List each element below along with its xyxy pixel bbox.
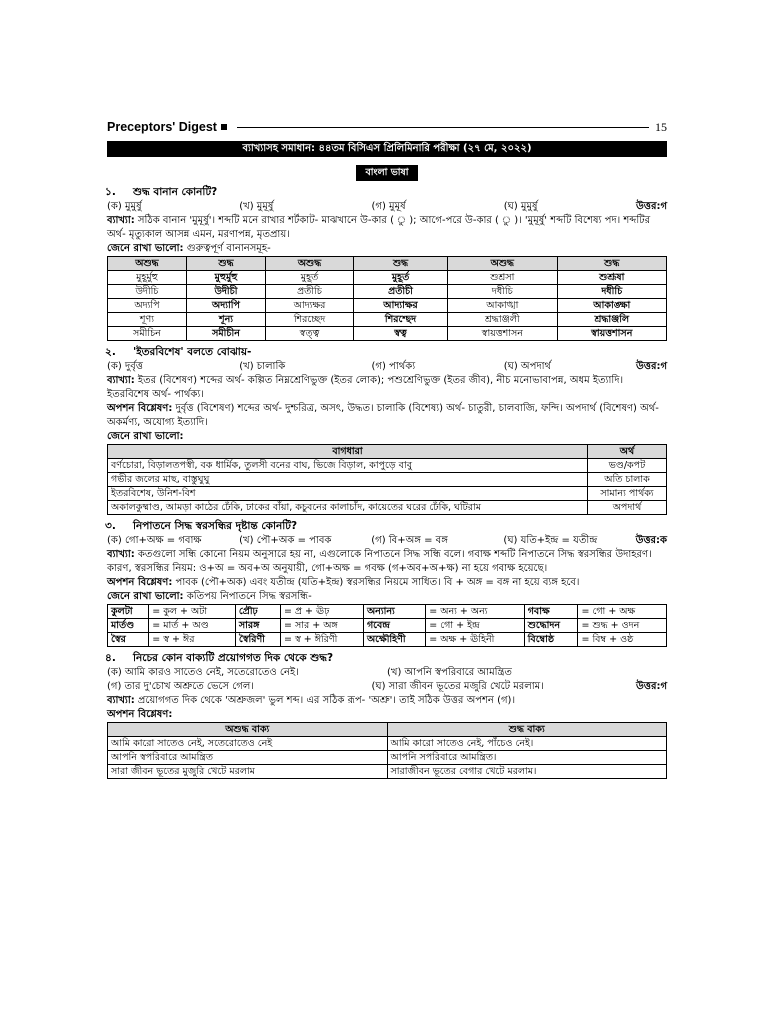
question-number: ৩. <box>105 520 116 532</box>
option-d: (ঘ) অপদার্থ <box>503 361 551 372</box>
table-header: অর্থ <box>588 445 667 459</box>
explanation: ব্যাখ্যা: সঠিক বানান 'মুমূর্ষু'। শব্দটি মনে রাখার শর্টকাট- মাঝখানে উ-কার ( ু ); আগে-পরে উ-কার ( ু )। 'মুমূর্ষু' শব্দটি বিশেষ্য পদ। শব্দটির অর্থ- মৃত্যুকাল আসন্ন এমন, মরণাপন্ন, মৃতপ্রায়। <box>107 215 651 240</box>
options-row <box>107 680 667 694</box>
table-row: আমি কারো সাতেও নেই, সতেরোতেও নেই আমি কারো সাতেও নেই, পাঁচেও নেই। <box>108 737 667 751</box>
question-text: নিচের কোন বাক্যটি প্রয়োগগত দিক থেকে শুদ্ধ? <box>133 652 334 664</box>
exam-banner: ব্যাখ্যাসহ সমাধান: ৪৪তম বিসিএস প্রিলিমিনারি পরীক্ষা (২৭ মে, ২০২২) <box>107 141 667 157</box>
option-d: (ঘ) মুমুর্ষু <box>503 201 538 212</box>
question-number: ৪. <box>105 652 116 664</box>
subject-badge: বাংলা ভাষা <box>356 165 417 181</box>
table-row: মুহূর্মুহু মুহুর্মুহু মুহূর্ত মুহূর্ত শুশ্রসা শুশ্রূষা <box>108 271 667 285</box>
table-header: শুদ্ধ <box>557 257 666 271</box>
table-row: গভীর জলের মাছ, বাস্তুঘুঘু অতি চালাক <box>108 473 667 487</box>
table-row: মার্তণ্ড = মার্ত + অণ্ড সারঙ্গ = সার + অঙ্গ গবেন্দ্র = গো + ইন্দ্র শুদ্ধোদন = শুদ্ধ + ওদন <box>108 619 667 633</box>
option-c: (গ) বি+অঙ্গ = বঙ্গ <box>371 535 448 546</box>
explanation-label: ব্যাখ্যা: <box>107 215 135 226</box>
table-row: আপনি স্বপরিবারে আমন্ত্রিত আপনি সপরিবারে আমন্ত্রিত। <box>108 751 667 765</box>
option-a: (ক) গো+অক্ষ = গবাক্ষ <box>107 535 202 546</box>
page <box>107 118 667 779</box>
table-row: সারা জীবন ভূতের মুজুরি খেটে মরলাম সারাজীবন ভূতের বেগার খেটে মরলাম। <box>108 765 667 779</box>
question-text: 'ইতরবিশেষ' বলতে বোঝায়- <box>133 346 252 358</box>
answer-label: উত্তর:গ <box>636 201 667 212</box>
header-rule <box>237 127 649 128</box>
table-row: ইতরবিশেষ, উনিশ-বিশ সামান্য পার্থক্য <box>108 487 667 501</box>
question-text: শুদ্ধ বানান কোনটি? <box>133 186 218 198</box>
question-4 <box>107 651 667 779</box>
question-text: নিপাতনে সিদ্ধ স্বরসন্ধির দৃষ্টান্ত কোনটি? <box>133 520 298 532</box>
table-row: অদ্যপি অদ্যাপি আদ্যক্ষর আদ্যাক্ষর আকাঙ্খা আকাঙ্ক্ষা <box>108 299 667 313</box>
option-c: (গ) মুমূর্ষ <box>371 201 406 212</box>
option-b: (খ) মুমূর্ষু <box>239 201 274 212</box>
option-c: (গ) পার্থক্য <box>371 361 416 372</box>
options-row <box>107 360 667 374</box>
sandhi-table <box>107 604 667 647</box>
table-header: শুদ্ধ <box>186 257 265 271</box>
page-number: 15 <box>655 119 667 134</box>
table-header: অশুদ্ধ <box>266 257 354 271</box>
brand-title: Preceptors' Digest <box>107 120 217 134</box>
table-row: অকালকুষ্মাণ্ড, আমড়া কাঠের ঢেঁকি, ঢাকের বাঁয়া, কচুবনের কালাচাঁদ, কায়েতের ঘরের ঢেঁকি, ঘটিরাম অপদার্থ <box>108 501 667 515</box>
table-row: শূণ্য শূন্য শিরচ্ছেদ শিরশ্ছেদ শ্রদ্ধাঞ্জলী শ্রদ্ধাঞ্জলি <box>108 313 667 327</box>
option-analysis: অপশন বিশ্লেষণ: পাবক (পৌ+অক) এবং যতীন্দ্র (যতি+ইন্দ্র) স্বরসন্ধির নিয়মে সাধিত। বি + অঙ্গ = বঙ্গ না হয়ে ব্যঙ্গ হবে। <box>107 577 580 588</box>
answer-label: উত্তর:ক <box>635 535 667 546</box>
option-analysis: অপশন বিশ্লেষণ: <box>107 709 173 720</box>
option-a: (ক) দুর্বৃত্ত <box>107 361 143 372</box>
spelling-table <box>107 256 667 341</box>
option-analysis: অপশন বিশ্লেষণ: দুর্বৃত্ত (বিশেষণ) শব্দের অর্থ- দুশ্চরিত্র, অসৎ, উদ্ধত। চালাকি (বিশেষ্য) অর্থ- চাতুরী, চালবাজি, ফন্দি। অপদার্থ (বিশেষণ) অর্থ- অকর্মণ্য, অযোগ্য ইত্যাদি। <box>107 403 659 428</box>
table-row: কুলটা = কুল + অটা প্রৌঢ় = প্র + ঊঢ় অন্যান্য = অন্য + অন্য গবাক্ষ = গো + অক্ষ <box>108 605 667 619</box>
page-header <box>107 118 667 136</box>
sentence-table <box>107 722 667 779</box>
idiom-table <box>107 444 667 515</box>
know-note: জেনে রাখা ভালো: <box>107 431 184 442</box>
table-row: সমীচিন সমীচীন স্বত্ত্ব স্বত্ব স্বায়ত্তশাসন স্বায়ত্তশাসন <box>108 327 667 341</box>
table-header: অশুদ্ধ <box>108 257 187 271</box>
table-row: উদীচি উদীচী প্রতীচি প্রতীচী দধীচি দধীচি <box>108 285 667 299</box>
option-a: (ক) আমি কারও সাতেও নেই, সতেরোতেও নেই। <box>107 667 299 678</box>
explanation: ব্যাখ্যা: কতগুলো সন্ধি কোনো নিয়ম অনুসারে হয় না, এগুলোকে নিপাতনে সিদ্ধ সন্ধি বলে। গবাক্ষ শব্দটি নিপাতনে সিদ্ধ স্বরসন্ধির উদাহরণ। কারণ, স্বরসন্ধির নিয়ম: ও+অ = অব+অ অনুযায়ী, গো+অক্ষ = গবক্ষ (গ+অব+অ+ক্ষ) না হয়ে গবাক্ষ হয়েছে। <box>107 549 652 574</box>
question-number: ১. <box>105 186 116 198</box>
options-row <box>107 534 667 548</box>
option-b: (খ) পৌ+অক = পাবক <box>239 535 332 546</box>
question-1 <box>107 185 667 341</box>
know-note: জেনে রাখা ভালো: গুরুত্বপূর্ণ বানানসমূহ- <box>107 243 271 254</box>
explanation: ব্যাখ্যা: প্রয়োগগত দিক থেকে 'অশ্রুজল' ভুল শব্দ। এর সঠিক রূপ- 'অশ্রু'। তাই সঠিক উত্তর অপশন (গ)। <box>107 695 516 706</box>
option-b: (খ) চালাকি <box>239 361 286 372</box>
option-d: (ঘ) যতি+ইন্দ্র = যতীন্দ্র <box>503 535 598 546</box>
options-row <box>107 200 667 214</box>
table-row: স্বৈর = স্ব + ঈর স্বৈরিণী = স্ব + ঈরিণী অক্ষৌহিণী = অক্ষ + ঊহিনী বিম্বোষ্ঠ = বিম্ব + ওষ্ঠ <box>108 633 667 647</box>
option-c: (গ) তার দু'চোখ অশ্রুতে ভেসে গেল। <box>107 681 254 692</box>
table-header: বাগধারা <box>108 445 588 459</box>
option-d: (ঘ) সারা জীবন ভূতের মজুরি খেটে মরলাম। <box>371 681 544 692</box>
option-a: (ক) মুমুর্ষু <box>107 201 142 212</box>
table-header: অশুদ্ধ বাক্য <box>108 723 388 737</box>
table-header: অশুদ্ধ <box>448 257 557 271</box>
know-note: জেনে রাখা ভালো: কতিপয় নিপাতনে সিদ্ধ স্বরসন্ধি- <box>107 591 312 602</box>
options-row <box>107 666 667 680</box>
option-b: (খ) আপনি স্বপরিবারে আমন্ত্রিত <box>387 667 512 678</box>
square-bullet-icon <box>221 124 227 130</box>
table-row: বর্ণচোরা, বিড়ালতপস্বী, বক ধার্মিক, তুলসী বনের বাঘ, ভিজে বিড়াল, কাপুড়ে বাবু ভণ্ড/কপট <box>108 459 667 473</box>
question-2 <box>107 345 667 515</box>
question-number: ২. <box>105 346 116 358</box>
table-header: শুদ্ধ বাক্য <box>387 723 667 737</box>
table-header: শুদ্ধ <box>353 257 447 271</box>
explanation: ব্যাখ্যা: ইতর (বিশেষণ) শব্দের অর্থ- কল্পিত নিম্নশ্রেণিভুক্ত (ইতর লোক); পশুশ্রেণিভুক্ত (ইতর জীব), নীচ মনোভাবাপন্ন, অধম ইত্যাদি। ইতরবিশেষ অর্থ- পার্থক্য। <box>107 375 624 400</box>
answer-label: উত্তর:গ <box>636 681 667 692</box>
question-3 <box>107 519 667 647</box>
answer-label: উত্তর:গ <box>636 361 667 372</box>
